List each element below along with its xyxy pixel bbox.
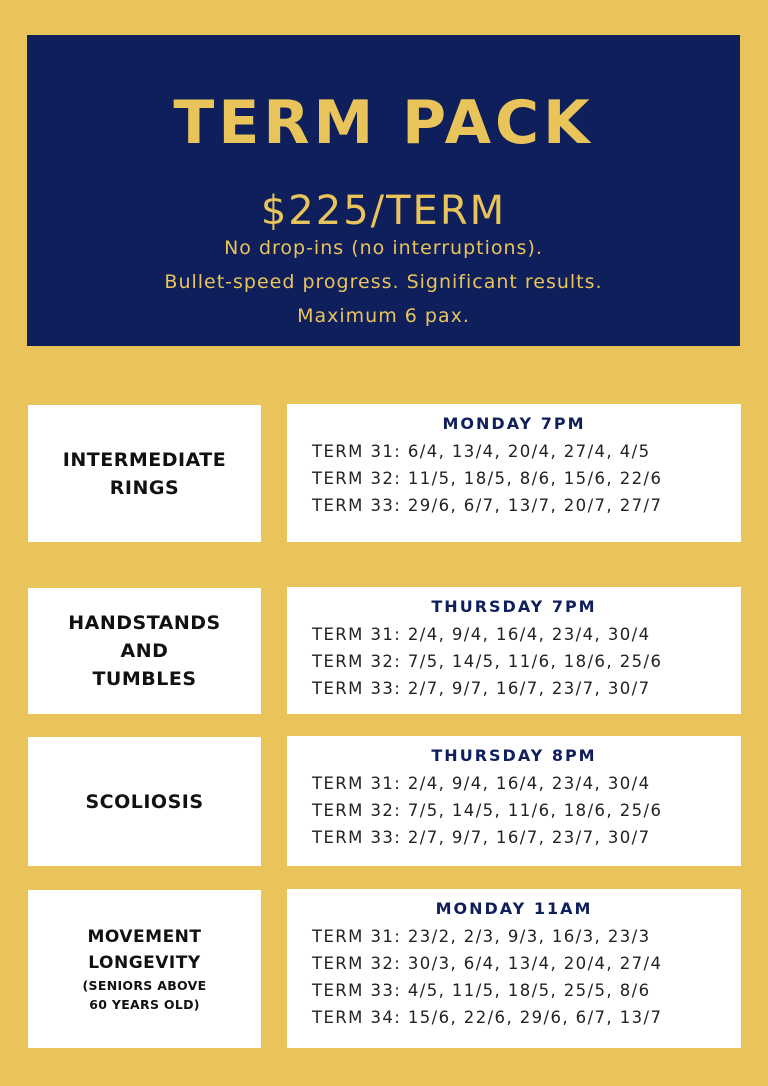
term-line: TERM 31: 2/4, 9/4, 16/4, 23/4, 30/4 — [312, 774, 651, 793]
class-name-line: RINGS — [109, 476, 180, 499]
term-line: TERM 33: 2/7, 9/7, 16/7, 23/7, 30/7 — [312, 828, 651, 847]
term-line: TERM 31: 2/4, 9/4, 16/4, 23/4, 30/4 — [312, 625, 651, 644]
class-name-box — [28, 405, 261, 542]
schedule-box — [287, 404, 741, 542]
time-slot: MONDAY 7PM — [442, 414, 586, 433]
class-name-line: LONGEVITY — [88, 953, 201, 973]
schedule-box — [287, 889, 741, 1048]
class-name — [83, 924, 207, 1014]
time-slot: THURSDAY 7PM — [431, 597, 597, 616]
price: $225/TERM — [260, 188, 507, 234]
class-name-line: AND — [120, 640, 169, 662]
class-name-line: TUMBLES — [92, 668, 197, 690]
class-name-line: SCOLIOSIS — [85, 790, 204, 813]
class-note — [83, 976, 207, 1014]
schedule-box — [287, 587, 741, 714]
term-line: TERM 32: 11/5, 18/5, 8/6, 15/6, 22/6 — [312, 469, 663, 488]
class-name-box — [28, 890, 261, 1048]
tagline-line: Maximum 6 pax. — [297, 305, 470, 327]
page-title: TERM PACK — [173, 88, 594, 158]
term-line: TERM 31: 23/2, 2/3, 9/3, 16/3, 23/3 — [312, 927, 651, 946]
term-line: TERM 34: 15/6, 22/6, 29/6, 6/7, 13/7 — [312, 1008, 663, 1027]
term-pack-header — [27, 35, 740, 346]
term-line: TERM 33: 4/5, 11/5, 18/5, 25/5, 8/6 — [312, 981, 651, 1000]
time-slot: MONDAY 11AM — [435, 899, 593, 918]
class-name — [63, 446, 226, 502]
term-line: TERM 33: 2/7, 9/7, 16/7, 23/7, 30/7 — [312, 679, 651, 698]
tagline-line: Bullet-speed progress. Significant results. — [164, 271, 603, 293]
schedule-box — [287, 736, 741, 866]
term-line: TERM 32: 7/5, 14/5, 11/6, 18/6, 25/6 — [312, 801, 663, 820]
time-slot: THURSDAY 8PM — [431, 746, 597, 765]
class-name-box — [28, 588, 261, 714]
class-name — [68, 609, 221, 693]
term-line: TERM 32: 7/5, 14/5, 11/6, 18/6, 25/6 — [312, 652, 663, 671]
class-name-box — [28, 737, 261, 866]
term-dates — [287, 923, 741, 1031]
class-name — [85, 788, 203, 816]
tagline — [27, 231, 740, 333]
class-name-line: INTERMEDIATE — [62, 448, 227, 471]
term-line: TERM 31: 6/4, 13/4, 20/4, 27/4, 4/5 — [312, 442, 651, 461]
class-note-line: (SENIORS ABOVE — [82, 978, 207, 993]
tagline-line: No drop-ins (no interruptions). — [224, 237, 543, 259]
term-dates — [287, 621, 741, 702]
term-dates — [287, 438, 741, 519]
class-name-line: MOVEMENT — [87, 927, 202, 947]
class-note-line: 60 YEARS OLD) — [89, 997, 200, 1012]
term-line: TERM 32: 30/3, 6/4, 13/4, 20/4, 27/4 — [312, 954, 663, 973]
term-dates — [287, 770, 741, 851]
term-line: TERM 33: 29/6, 6/7, 13/7, 20/7, 27/7 — [312, 496, 663, 515]
class-name-line: HANDSTANDS — [68, 612, 221, 634]
